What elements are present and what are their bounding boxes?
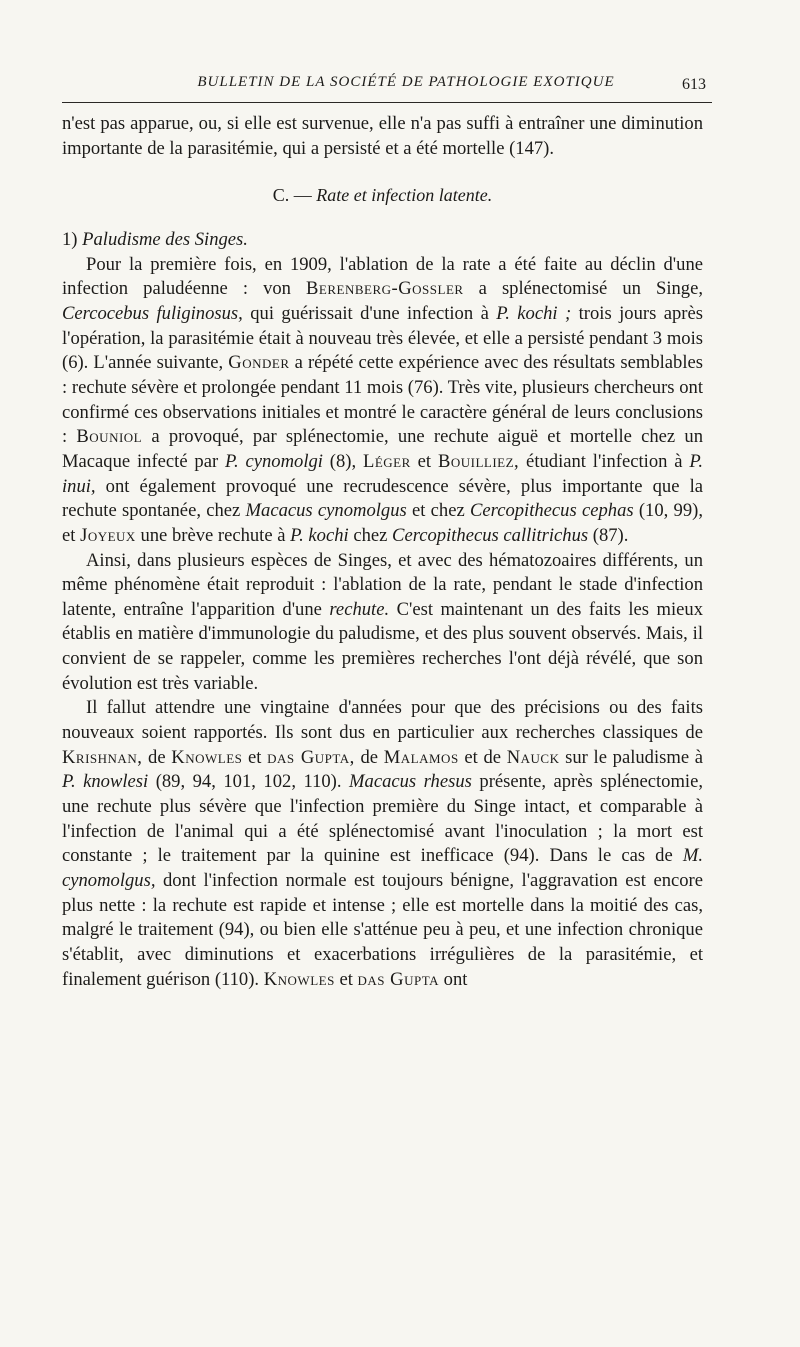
species-name: M. cynomolgus,: [62, 845, 703, 892]
species-name: Macacus cynomolgus: [245, 500, 407, 522]
paragraph-3: Il fallut attendre une vingtaine d'années pour que des précisions ou des faits nouveaux soient rapportés. Ils sont dus en particulier aux recherches classiques de Krishnan, de Knowles et das Gupta, de Malamos et de Nauck sur le paludisme à P. knowlesi (89, 94, 101, 102, 110). Macacus rhesus présente, après splénectomie, une rechute plus sévère que l'infection première du Singe intact, et comparable à l'infection de l'animal qui a été splénectomisé avant l'inoculation ; la mort est constante ; le traitement par la quinine est inefficace (94). Dans le cas de M. cynomolgus, dont l'infection normale est toujours bénigne, l'aggravation est encore plus nette : la rechute est rapide et intense ; elle est mortelle dans la moitié des cas, malgré le traitement (94), ou bien elle s'atténue peu à peu, et une infection chronique s'établit, avec diminutions et exacerbations irrégulières de la parasitémie, et finalement guérison (110). Knowles et das Gupta ont: [62, 697, 704, 990]
species-name: P. kochi ;: [496, 302, 572, 324]
subsection-heading: [62, 228, 703, 253]
author-name: das Gupta: [357, 968, 440, 990]
author-name: Léger: [363, 450, 411, 472]
emphasis-term: rechute.: [329, 598, 390, 620]
author-name: Krishnan,: [62, 746, 143, 768]
subsection-number: 1): [62, 228, 78, 250]
species-name: Cercocebus fuliginosus,: [62, 302, 243, 324]
author-name: Joyeux: [80, 524, 136, 546]
author-name: Berenberg-Gossler: [306, 278, 464, 300]
section-heading: [62, 183, 703, 208]
author-name: Knowles: [263, 968, 335, 990]
author-name: Malamos: [383, 746, 459, 768]
author-name: Nauck: [506, 746, 560, 768]
species-name: Cercopithecus cephas: [470, 500, 634, 522]
subsection-title: Paludisme des Singes.: [82, 228, 248, 250]
author-name: Gonder: [228, 352, 290, 374]
species-name: P. cynomolgi: [225, 450, 323, 472]
section-label: C. —: [272, 185, 312, 206]
species-name: P. kochi: [290, 524, 349, 546]
page-number: 613: [682, 76, 706, 93]
author-name: Knowles: [171, 746, 243, 768]
page-header: [62, 68, 712, 103]
paragraph-2: Ainsi, dans plusieurs espèces de Singes, et avec des hématozoaires différents, un même phénomène était reproduit : l'ablation de la rate, pendant le stade d'infection latente, entraîne l'apparition d'une rechute. C'est maintenant un des faits les mieux établis en matière d'immunologie du paludisme, et des plus souvent observés. Mais, il convient de se rappeler, comme les premières recherches l'ont déjà révélé, que son évolution est très variable.: [62, 549, 703, 694]
author-name: Bouilliez,: [437, 450, 520, 472]
paragraph-continuation: n'est pas apparue, ou, si elle est survenue, elle n'a pas suffi à entraîner une diminution importante de la parasitémie, qui a persisté et a été mortelle (147).: [62, 113, 703, 159]
article-body: [62, 112, 703, 992]
species-name: P. knowlesi: [62, 771, 149, 793]
species-name: Cercopithecus callitrichus: [392, 524, 589, 546]
species-name: Macacus rhesus: [349, 771, 472, 793]
species-name: P. inui,: [62, 450, 703, 497]
author-name: das Gupta,: [267, 746, 355, 768]
section-title: Rate et infection latente.: [316, 185, 493, 206]
author-name: Bouniol: [76, 426, 143, 448]
paragraph-1: Pour la première fois, en 1909, l'ablation de la rate a été faite au déclin d'une infection paludéenne : von Berenberg-Gossler a splénectomisé un Singe, Cercocebus fuliginosus, qui guérissait d'une infection à P. kochi ; trois jours après l'opération, la parasitémie était à nouveau très élevée, et elle a persisté pendant 3 mois (6). L'année suivante, Gonder a répété cette expérience avec des résultats semblables : rechute sévère et prolongée pendant 11 mois (76). Très vite, plusieurs chercheurs ont confirmé ces observations initiales et montré le caractère général de leurs conclusions : Bouniol a provoqué, par splénectomie, une rechute aiguë et mortelle chez un Macaque infecté par P. cynomolgi (8), Léger et Bouilliez, étudiant l'infection à P. inui, ont également provoqué une recrudescence sévère, plus importante que la rechute spontanée, chez Macacus cynomolgus et chez Cercopithecus cephas (10, 99), et Joyeux une brève rechute à P. kochi chez Cercopithecus callitrichus (87).: [62, 253, 703, 546]
running-title: BULLETIN DE LA SOCIÉTÉ DE PATHOLOGIE EXOTIQUE: [197, 74, 615, 90]
